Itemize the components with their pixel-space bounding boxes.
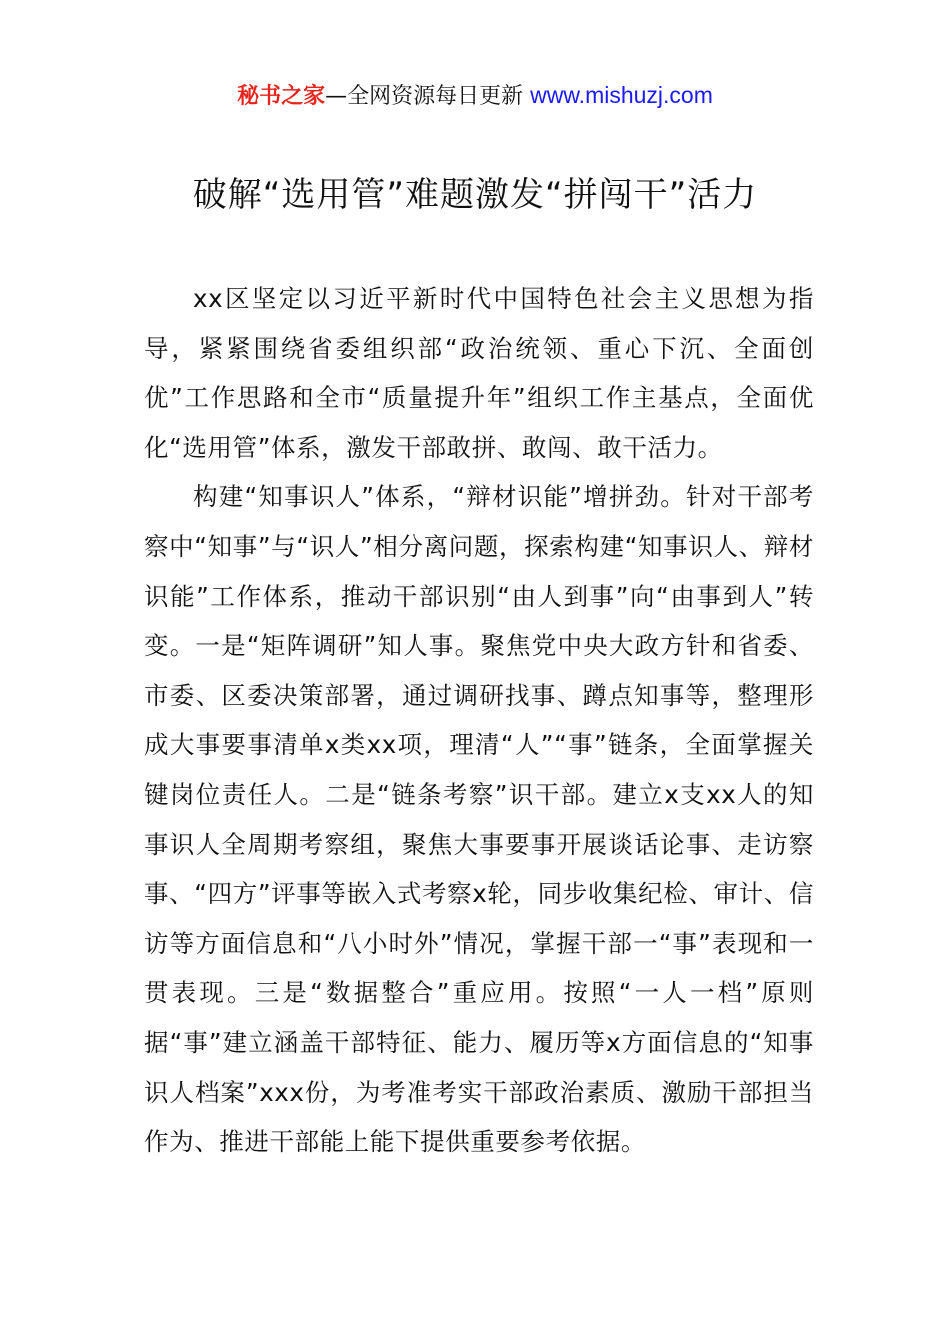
document-body bbox=[144, 274, 814, 1167]
header-tagline: —全网资源每日更新 bbox=[325, 84, 531, 109]
site-header bbox=[0, 78, 950, 114]
document-title: 破解“选用管”难题激发“拼闯干”活力 bbox=[192, 175, 758, 215]
brand-name: 秘书之家 bbox=[237, 84, 326, 109]
site-url-link[interactable]: www.mishuzj.com bbox=[530, 82, 713, 108]
paragraph-knowing-people: 构建“知事识人”体系，“辩材识能”增拼劲。针对干部考察中“知事”与“识人”相分离问题，探索构建“知事识人、辩材识能”工作体系，推动干部识别“由人到事”向“由事到人”转变。一是“矩阵调研”知人事。聚焦党中央大政方针和省委、市委、区委决策部署，通过调研找事、蹲点知事等，整理形成大事要事清单x类xx项，理清“人”“事”链条，全面掌握关键岗位责任人。二是“链条考察”识干部。建立x支xx人的知事识人全周期考察组，聚焦大事要事开展谈话论事、走访察事、“四方”评事等嵌入式考察x轮，同步收集纪检、审计、信访等方面信息和“八小时外”情况，掌握干部一“事”表现和一贯表现。三是“数据整合”重应用。按照“一人一档”原则据“事”建立涵盖干部特征、能力、履历等x方面信息的“知事识人档案”xxx份，为考准考实干部政治素质、激励干部担当作为、推进干部能上能下提供重要参考依据。 bbox=[144, 482, 814, 1157]
paragraph-intro: xx区坚定以习近平新时代中国特色社会主义思想为指导，紧紧围绕省委组织部“政治统领、重心下沉、全面创优”工作思路和全市“质量提升年”组织工作主基点，全面优化“选用管”体系，激发干部敢拼、敢闯、敢干活力。 bbox=[144, 284, 814, 462]
